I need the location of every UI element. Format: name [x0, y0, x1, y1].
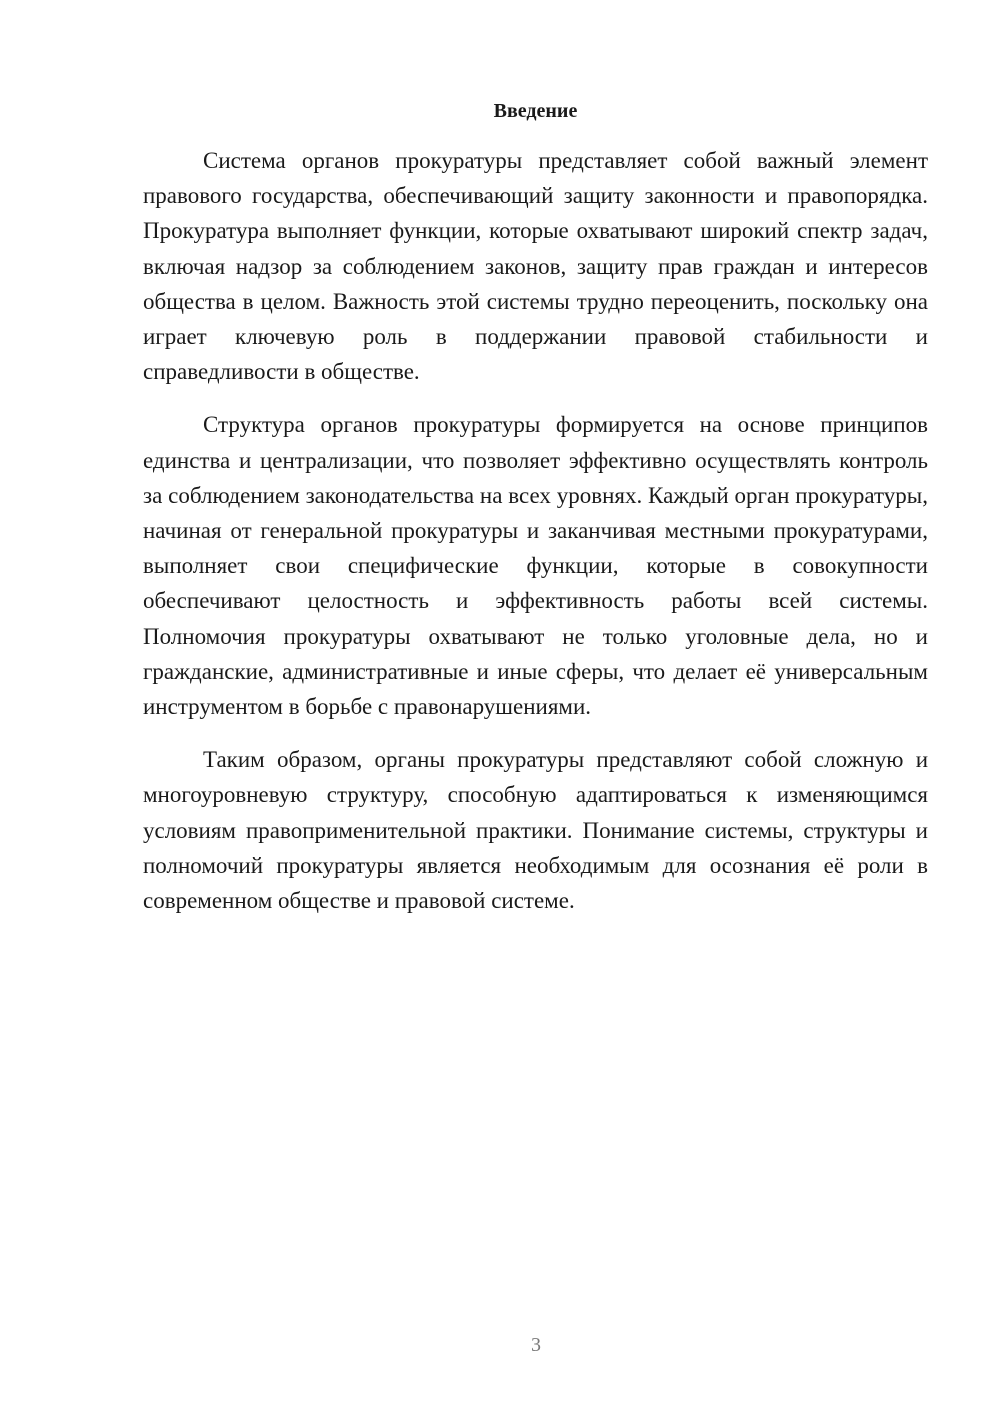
paragraph-2: Структура органов прокуратуры формируется на основе принципов единства и централизации, что позволяет эффективно осуществлять контроль за соблюдением законодательства на всех уровнях. Каждый орган прокуратуры, начиная от генеральной прокуратуры и заканчивая местными прокуратурами, выполняет свои специфические функции, которые в совокупности обеспечивают целостность и эффективность работы всей системы. Полномочия прокуратуры охватывают не только уголовные дела, но и гражданские, административные и иные сферы, что делает её универсальным инструментом в борьбе с правонарушениями. [143, 412, 928, 720]
paragraph-1: Система органов прокуратуры представляет собой важный элемент правового государства, обеспечивающий защиту законности и правопорядка. Прокуратура выполняет функции, которые охватывают широкий спектр задач, включая надзор за соблюдением законов, защиту прав граждан и интересов общества в целом. Важность этой системы трудно переоценить, поскольку она играет ключевую роль в поддержании правовой стабильности и справедливости в обществе. [143, 148, 928, 385]
paragraph-3: Таким образом, органы прокуратуры представляют собой сложную и многоуровневую структуру, способную адаптироваться к изменяющимся условиям правоприменительной практики. Понимание системы, структуры и полномочий прокуратуры является необходимым для осознания её роли в современном обществе и правовой системе. [143, 747, 928, 914]
page-number: 3 [531, 1334, 541, 1356]
body-text [143, 143, 928, 936]
section-title: Введение [493, 100, 578, 122]
